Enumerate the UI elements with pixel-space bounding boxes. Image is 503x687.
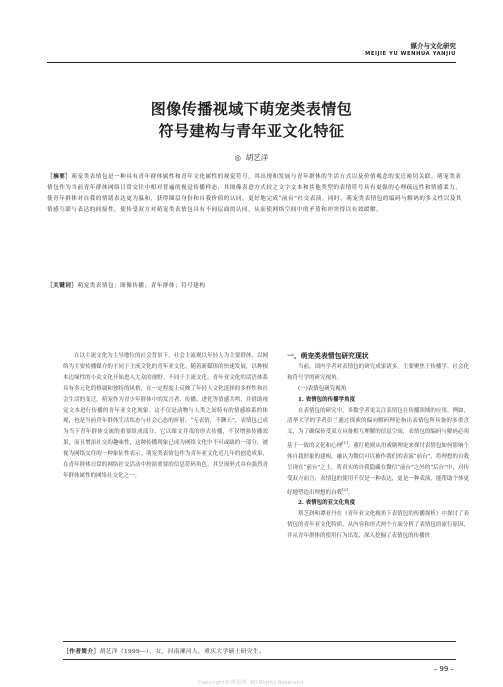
body-paragraph: [287, 406, 469, 499]
keywords: [47, 281, 467, 289]
body-text: 在表情包的研究中，多数学者更关注表情包在传播领域的应用。例如，清华大学的学者彭兰通过探索的偏向解码理论指出表情包所具备的多重含义，为了确保传受双方具备相互理解的信息空间，表情包的编码与解码必须基于一致的文化和心理: [287, 407, 469, 450]
page-number: – 99 –: [433, 665, 454, 673]
author-mark-icon: ◎: [234, 154, 241, 162]
body-text: 。: [347, 489, 354, 496]
subsubsection-heading: 2. 表情包的亚文化角度: [298, 500, 356, 507]
journal-name-en: MEIJIE YU WENHUA YANJIU: [365, 51, 456, 57]
author-line: [47, 152, 456, 163]
copyright-watermark: Copyright©博看网. All Rights Reserved.: [197, 680, 306, 686]
body-text: 。董红艳则从用戏剧理论来探讨表情包如何影响个体自我形象的建构，融认为微信可以被作我们的表演“前台”，将理想的自我呈现在“前台”之上，将真实的自我隐藏在微信“前台”之外的“后台”中，对传受双方而言，表情包的使用不仅是一种表达，更是一种表演，能帮助个体更好地塑造出理想的自我: [287, 443, 469, 496]
abstract-label: ［摘要］: [47, 174, 72, 180]
article-title-line-1: 图像传播视域下萌宠类表情包: [150, 100, 353, 118]
body-right-column: [287, 351, 469, 542]
body-left-column: [63, 351, 268, 482]
article-title-line-2: 符号建构与青年亚文化特征: [158, 122, 345, 140]
subsection-heading: (一)表情包研究视角: [298, 385, 347, 392]
keywords-text: 萌宠类表情包；图像传播；青年群体；符号建构: [77, 283, 206, 289]
body-paragraph: 当前，国内学者对表情包的研究成果诸多，主要聚焦于传播学、社会化和符号学的研究视角。: [287, 363, 469, 381]
body-paragraph: 蔡芝润和谭亚丹在《青年亚文化视角下表情包的传播探析》中探讨了表情包的青年亚文化特质，从内容和形式两个方面分析了表情包的流行原因，并从青年群体的使用行为出发，深入挖掘了表情包的传播价: [287, 511, 469, 540]
keywords-label: ［关键词］: [47, 283, 78, 289]
journal-name-cn: 媒介与文化研究: [410, 42, 456, 50]
footnote-text: 胡艺洋（1999—），女，河南漯河人，重庆大学硕士研究生。: [99, 649, 266, 655]
citation: [1]: [342, 440, 348, 446]
body-paragraph: 在以主流文化为主导地位的社会背景下，社会主流观以年轻人为主要群体，以网络为主要传播媒介的不同于主流文化的青年亚文化。随着新媒体的快速发展，以种根本边缘性的小众文化开始进入大众的视野。不同于主流文化，青年亚文化的话语体系具有多元化的格调和独特的风格，在一定程度上反映了年轻人文化选择的多样性和社会生活的变迁。萌宠作为青少年群体中的发言者，传播、进化等情感共鸣，并借助视觉文本进行传播的青年亚文化现象。这不仅是动物与人类之间特有的情感维系的体现，也是当前青年群体生活状态与社会心态的折射。“无表情，不聊天”，表情包已成为当下青年群体交流的重要组成部分，它以图文并茂的形式传播，不仅增强传播效果，而且增添社交的趣味性，这种传播现象已成为网络文化中不可或缺的一部分，被视为网络交往的一种象征性表示。萌宠类表情包作为青年亚文化近几年的创造成果，在青年群体日常的网络社交活动中扮演重要的信息符码角色，其呈现形式具有强烈青年群体属性的网络社交化之一。: [63, 353, 268, 479]
abstract: [47, 172, 467, 216]
citation: [2]: [342, 486, 348, 492]
header-rule: [47, 62, 456, 63]
footnote-rule-bottom: [63, 659, 456, 660]
footnote-label: ［作者简介］: [63, 649, 100, 655]
author-name: 胡艺洋: [245, 153, 269, 162]
subsubsection-heading: 1. 表情包的传播学角度: [298, 396, 356, 403]
section-heading: 一、萌宠类表情包研究现状: [287, 352, 369, 360]
abstract-text: 萌宠类表情包是一种具有青年群体属性和青年文化属性的视觉符号，其出现和发展与青年群体的生活方式以及价值观念的变迁密切关联。萌宠类表情包作为当前青年群体网络日常交往中相对普遍的视觉传播样态，其图像表意方式较之文字文本和其他类型的表情符号具有更强的心理疏远性和情感柔力，使青年群体对自我的情绪表达更为温和，获得圈层身份和自我价值的认同，更好地完成“前台”社交表演。同时，萌宠类表情包的编码与解码的多义性以及其情感互联与表达的间接性，使传受双方对萌宠类表情包具有不同层面的认同，从而使网络空间中的矛盾和冲突得以有效缓解。: [47, 174, 463, 213]
footnote-rule-top: [63, 641, 456, 642]
author-footnote: [63, 646, 463, 655]
